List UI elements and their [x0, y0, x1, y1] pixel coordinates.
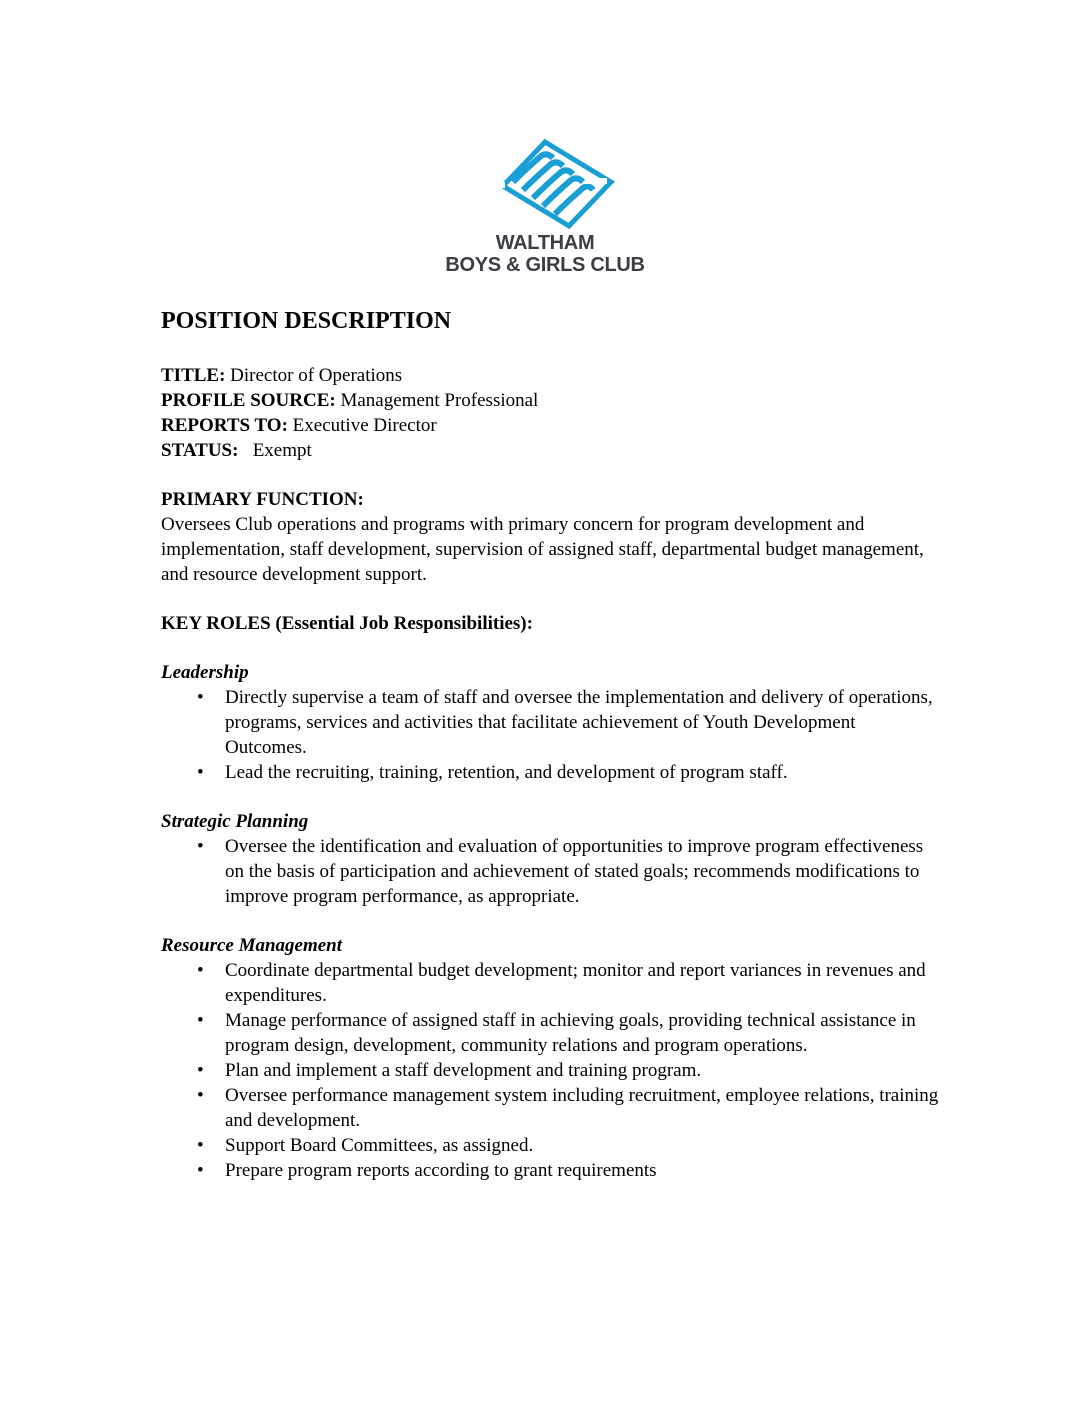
- logo-text-waltham: WALTHAM: [495, 232, 595, 254]
- list-item-text: Coordinate departmental budget development; monitor and report variances in revenues and expenditures.: [225, 960, 926, 1006]
- list-item: [161, 1083, 941, 1133]
- list-item: [161, 1058, 941, 1083]
- document-title: POSITION DESCRIPTION: [161, 308, 452, 334]
- resource-management-list: [161, 958, 941, 1183]
- list-item: [161, 958, 941, 1008]
- strategic-planning-list: [161, 834, 941, 909]
- list-item-text: Prepare program reports according to grant requirements: [225, 1160, 657, 1181]
- list-item: [161, 1008, 941, 1058]
- bullet-icon: •: [197, 1160, 204, 1181]
- bullet-icon: •: [197, 687, 204, 708]
- list-item: [161, 760, 941, 785]
- hands-logo-icon: [475, 138, 615, 230]
- bullet-icon: •: [197, 836, 204, 857]
- list-item-text: Support Board Committees, as assigned.: [225, 1135, 534, 1156]
- bullet-icon: •: [197, 960, 204, 981]
- list-item-text: Plan and implement a staff development and training program.: [225, 1060, 702, 1081]
- primary-function-text: Oversees Club operations and programs with primary concern for program development and implementation, staff development, supervision of assigned staff, departmental budget management, and resource development support.: [161, 514, 924, 585]
- section-heading-strategic-planning: Strategic Planning: [161, 811, 309, 832]
- section-heading-resource-management: Resource Management: [161, 935, 343, 956]
- bullet-icon: •: [197, 1085, 204, 1106]
- meta-profile-source-value: Management Professional: [340, 390, 539, 411]
- meta-profile-source: [161, 388, 941, 413]
- meta-status: [161, 438, 941, 463]
- meta-block: [161, 363, 941, 463]
- document-body: [161, 306, 941, 1183]
- meta-reports-to-value: Executive Director: [292, 415, 437, 436]
- section-heading-leadership: Leadership: [161, 662, 249, 683]
- meta-reports-to-label: REPORTS TO:: [161, 415, 288, 436]
- bullet-icon: •: [197, 1060, 204, 1081]
- meta-title-value: Director of Operations: [230, 365, 403, 386]
- list-item: [161, 834, 941, 909]
- meta-status-label: STATUS:: [161, 440, 239, 461]
- list-item-text: Lead the recruiting, training, retention, and development of program staff.: [225, 762, 788, 783]
- list-item: [161, 1158, 941, 1183]
- meta-reports-to: [161, 413, 941, 438]
- club-logo: [430, 138, 660, 276]
- key-roles-heading: KEY ROLES (Essential Job Responsibilities):: [161, 613, 533, 634]
- list-item: [161, 685, 941, 760]
- meta-title-label: TITLE:: [161, 365, 226, 386]
- primary-function-heading: PRIMARY FUNCTION:: [161, 489, 364, 510]
- bullet-icon: •: [197, 1010, 204, 1031]
- list-item: [161, 1133, 941, 1158]
- meta-title: [161, 363, 941, 388]
- list-item-text: Manage performance of assigned staff in achieving goals, providing technical assistance in program design, development, community relations and program operations.: [225, 1010, 916, 1056]
- meta-status-value: Exempt: [252, 440, 312, 461]
- logo-text-club: BOYS & GIRLS CLUB: [445, 254, 645, 276]
- list-item-text: Directly supervise a team of staff and oversee the implementation and delivery of operations, programs, services and activities that facilitate achievement of Youth Development Outcomes.: [225, 687, 933, 758]
- list-item-text: Oversee the identification and evaluation of opportunities to improve program effectiveness on the basis of participation and achievement of stated goals; recommends modifications to improve program performance, as appropriate.: [225, 836, 924, 907]
- bullet-icon: •: [197, 762, 204, 783]
- list-item-text: Oversee performance management system including recruitment, employee relations, training and development.: [225, 1085, 939, 1131]
- meta-profile-source-label: PROFILE SOURCE:: [161, 390, 336, 411]
- leadership-list: [161, 685, 941, 785]
- bullet-icon: •: [197, 1135, 204, 1156]
